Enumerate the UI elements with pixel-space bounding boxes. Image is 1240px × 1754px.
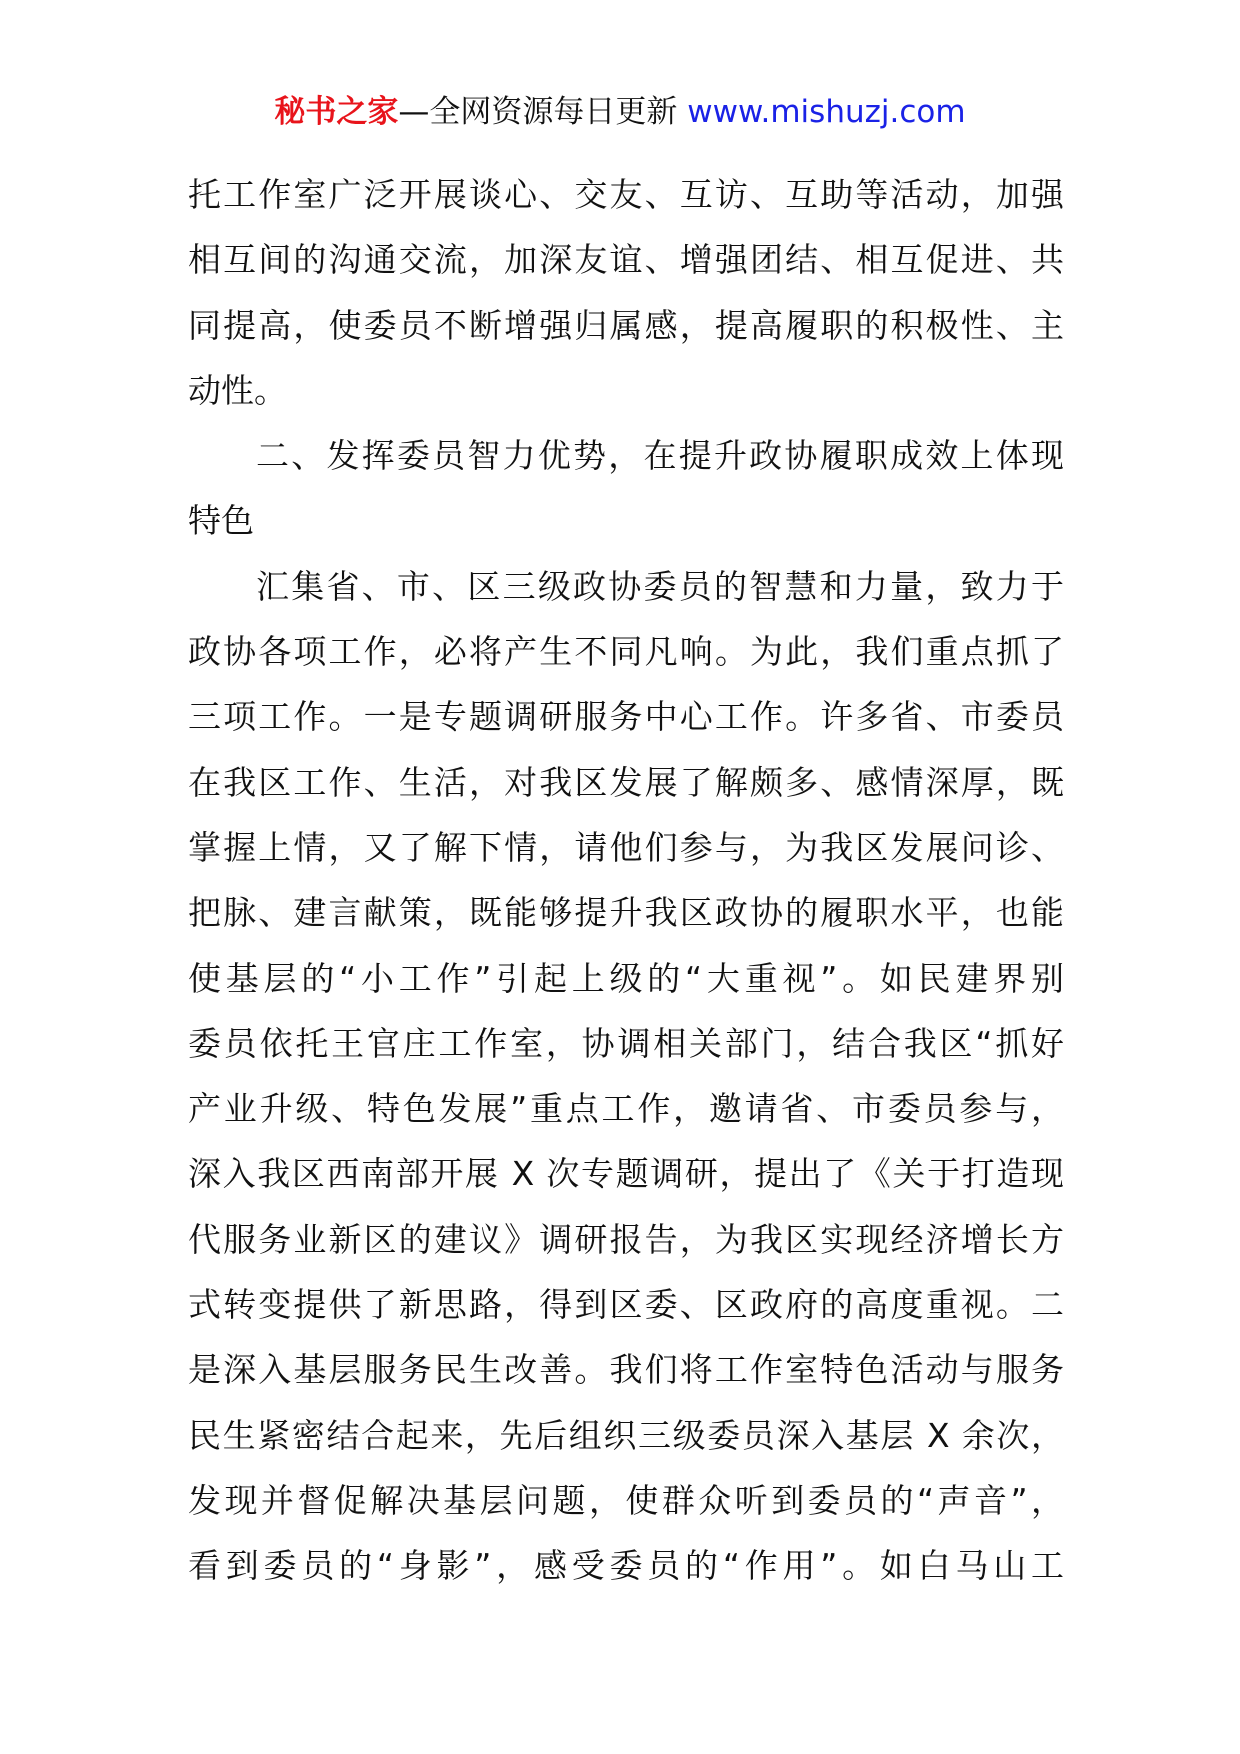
site-tagline: —全网资源每日更新 xyxy=(398,94,678,130)
text-line: 产业升级、特色发展”重点工作，邀请省、市委员参与， xyxy=(188,1089,1064,1129)
text-line: 使基层的“小工作”引起上级的“大重视”。如民建界别 xyxy=(188,958,1064,998)
text-line: 深入我区西南部开展 X 次专题调研，提出了《关于打造现 xyxy=(188,1154,1064,1194)
text-line: 三项工作。一是专题调研服务中心工作。许多省、市委员 xyxy=(188,697,1064,737)
text-line: 政协各项工作，必将产生不同凡响。为此，我们重点抓了 xyxy=(188,632,1064,672)
site-url[interactable]: www.mishuzj.com xyxy=(687,94,966,130)
text-line: 相互间的沟通交流，加深友谊、增强团结、相互促进、共 xyxy=(188,240,1064,280)
site-brand: 秘书之家 xyxy=(274,94,399,130)
text-line: 式转变提供了新思路，得到区委、区政府的高度重视。二 xyxy=(188,1285,1064,1325)
text-line: 在我区工作、生活，对我区发展了解颇多、感情深厚，既 xyxy=(188,762,1064,802)
watermark-header xyxy=(0,88,1240,136)
text-line: 同提高，使委员不断增强归属感，提高履职的积极性、主 xyxy=(188,305,1064,345)
text-line: 发现并督促解决基层问题，使群众听到委员的“声音”， xyxy=(188,1480,1064,1520)
text-line: 掌握上情，又了解下情，请他们参与，为我区发展问诊、 xyxy=(188,827,1064,867)
text-line: 民生紧密结合起来，先后组织三级委员深入基层 X 余次， xyxy=(188,1415,1064,1455)
text-line: 把脉、建言献策，既能够提升我区政协的履职水平，也能 xyxy=(188,893,1064,933)
text-line: 汇集省、市、区三级政协委员的智慧和力量，致力于 xyxy=(256,566,1064,606)
text-line: 看到委员的“身影”，感受委员的“作用”。如白马山工 xyxy=(188,1546,1064,1586)
text-line: 托工作室广泛开展谈心、交友、互访、互助等活动，加强 xyxy=(188,175,1064,214)
document-body xyxy=(188,162,1064,1599)
text-line: 是深入基层服务民生改善。我们将工作室特色活动与服务 xyxy=(188,1350,1064,1390)
text-line: 委员依托王官庄工作室，协调相关部门，结合我区“抓好 xyxy=(188,1023,1064,1063)
section-heading: 二、发挥委员智力优势，在提升政协履职成效上体现 xyxy=(256,436,1064,476)
section-heading-cont: 特色 xyxy=(188,501,254,541)
text-line: 动性。 xyxy=(188,370,287,410)
text-line: 代服务业新区的建议》调研报告，为我区实现经济增长方 xyxy=(188,1219,1064,1259)
